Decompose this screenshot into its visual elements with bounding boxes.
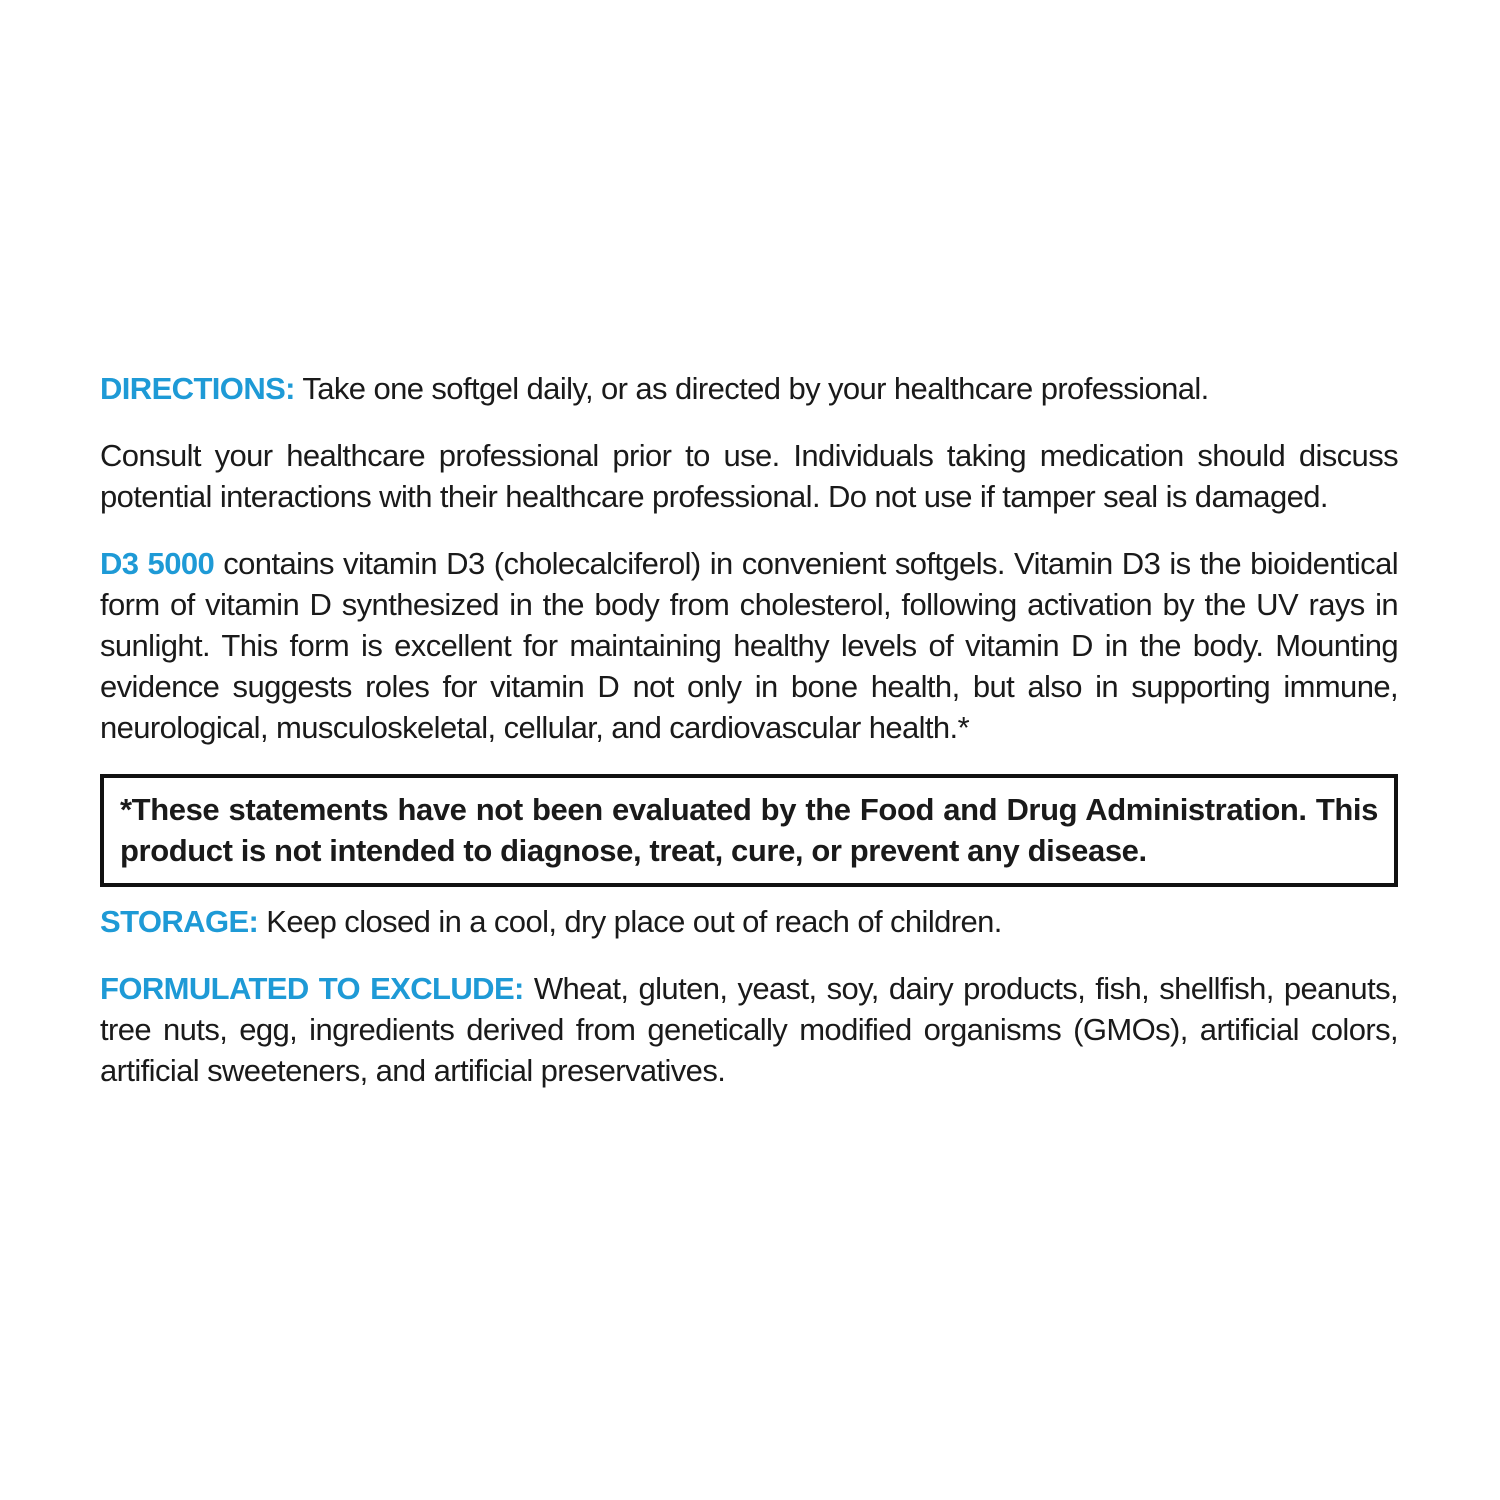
directions-label: DIRECTIONS: — [100, 371, 295, 406]
excludes-label: FORMULATED TO EXCLUDE: — [100, 971, 524, 1006]
storage-paragraph — [100, 901, 1398, 942]
description-text: contains vitamin D3 (cholecalciferol) in convenient softgels. Vitamin D3 is the bioidentical form of vitamin D synthesized in the body from cholesterol, following activation by the UV rays in sunlight. This form is excellent for maintaining healthy levels of vitamin D in the body. Mounting evidence suggests roles for vitamin D not only in bone health, but also in supporting immune, neurological, musculoskeletal, cellular, and cardiovascular health.* — [100, 546, 1398, 745]
fda-disclaimer-box — [100, 774, 1398, 887]
excludes-text: Wheat, gluten, yeast, soy, dairy products, fish, shellfish, peanuts, tree nuts, egg, ingredients derived from genetically modified organisms (GMOs), artificial colors, artificial sweeteners, and artificial preservatives. — [100, 971, 1399, 1088]
caution-paragraph — [100, 435, 1398, 517]
product-name: D3 5000 — [100, 546, 215, 581]
directions-text: Take one softgel daily, or as directed by your healthcare professional. — [302, 371, 1209, 406]
excludes-paragraph — [100, 968, 1398, 1091]
storage-label: STORAGE: — [100, 904, 259, 939]
label-panel — [100, 368, 1398, 1117]
description-paragraph — [100, 543, 1398, 748]
fda-disclaimer-text: *These statements have not been evaluated by the Food and Drug Administration. This product is not intended to diagnose, treat, cure, or prevent any disease. — [120, 792, 1378, 868]
caution-text: Consult your healthcare professional prior to use. Individuals taking medication should discuss potential interactions with their healthcare professional. Do not use if tamper seal is damaged. — [100, 438, 1398, 514]
directions-paragraph — [100, 368, 1398, 409]
storage-text: Keep closed in a cool, dry place out of reach of children. — [266, 904, 1002, 939]
